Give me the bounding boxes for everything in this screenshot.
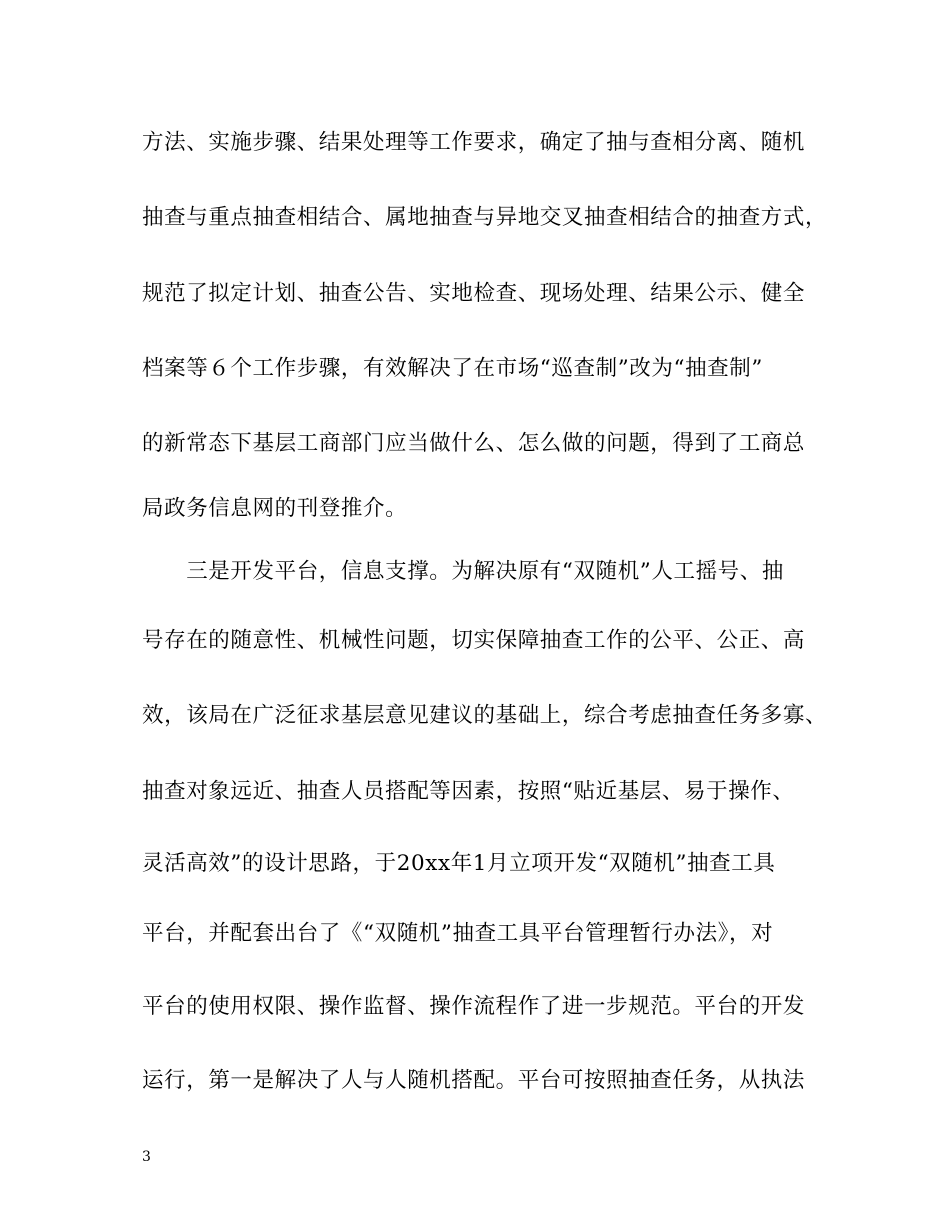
page-number: 3 [142, 1149, 151, 1165]
text-line: 方法、实施步骤、结果处理等工作要求，确定了抽与查相分离、随机 [142, 130, 806, 155]
text-line: 的新常态下基层工商部门应当做什么、怎么做的问题，得到了工商总 [142, 431, 806, 456]
text-line: 档案等６个工作步骤，有效解决了在市场“巡查制”改为“抽查制” [142, 356, 763, 381]
text-line: 灵活高效”的设计思路，于20xx年1月立项开发“双随机”抽查工具 [142, 851, 776, 876]
text-line: 局政务信息网的刊登推介。 [142, 496, 408, 521]
text-line: 号存在的随意性、机械性问题，切实保障抽查工作的公平、公正、高 [142, 628, 806, 653]
text-line: 平台，并配套出台了《“双随机”抽查工具平台管理暂行办法》，对 [142, 921, 774, 946]
text-line: 平台的使用权限、操作监督、操作流程作了进一步规范。平台的开发 [142, 994, 806, 1019]
text-line: 抽查与重点抽查相结合、属地抽查与异地交叉抽查相结合的抽查方式， [142, 205, 828, 230]
text-line: 三是开发平台，信息支撑。为解决原有“双随机”人工摇号、抽 [142, 559, 784, 584]
text-line: 规范了拟定计划、抽查公告、实地检查、现场处理、结果公示、健全 [142, 281, 806, 306]
text-line: 效，该局在广泛征求基层意见建议的基础上，综合考虑抽查任务多寡、 [142, 703, 828, 728]
text-line: 运行，第一是解决了人与人随机搭配。平台可按照抽查任务，从执法 [142, 1068, 806, 1093]
text-line: 抽查对象远近、抽查人员搭配等因素，按照“贴近基层、易于操作、 [142, 779, 795, 804]
